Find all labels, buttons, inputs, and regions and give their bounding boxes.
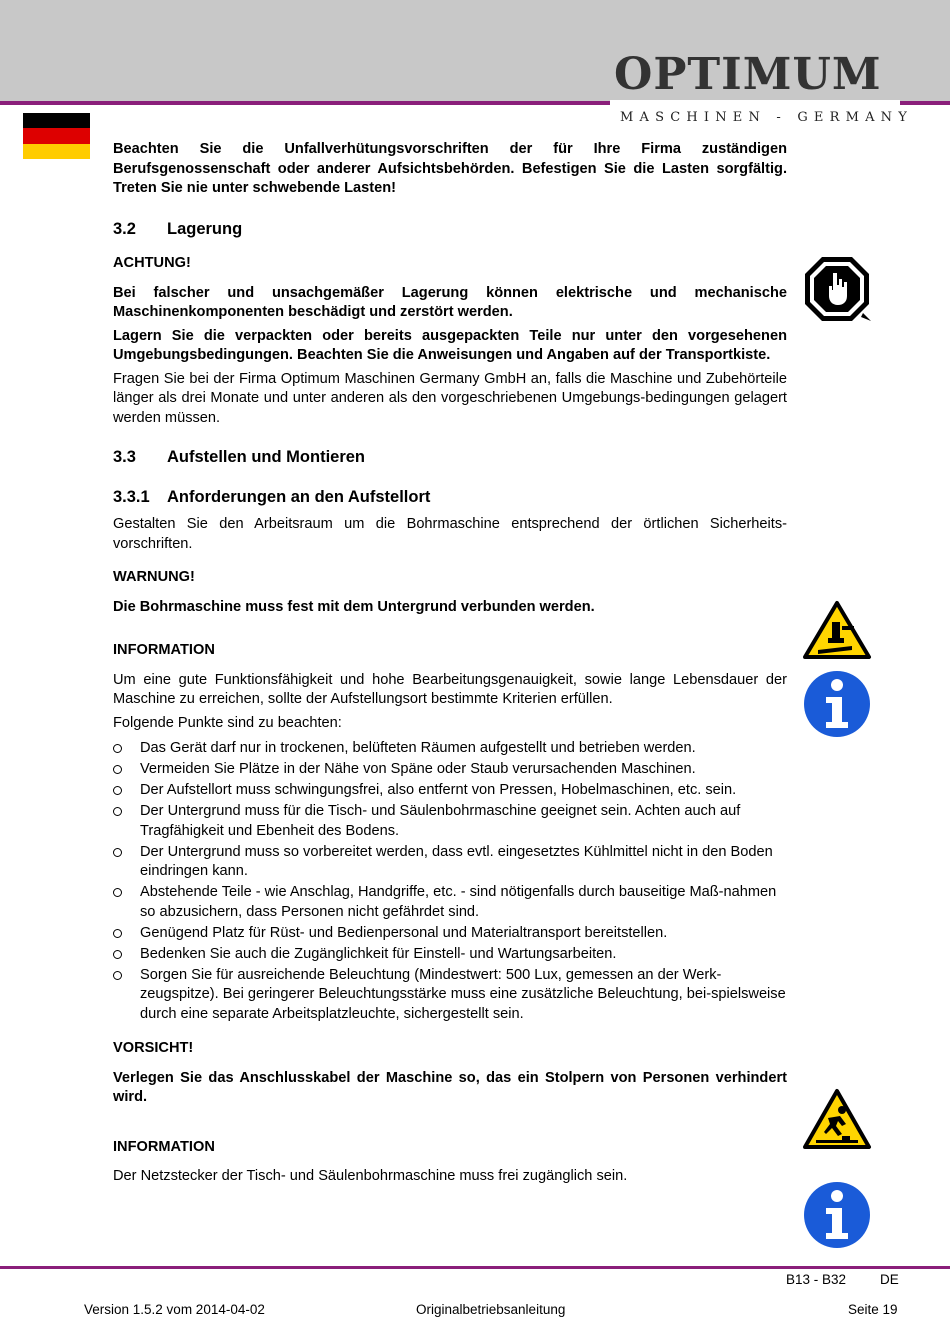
warnung-label: WARNUNG! [113,569,195,585]
bullet-icon [113,807,122,816]
warnung-text: Die Bohrmaschine muss fest mit dem Untergrund verbunden werden. [113,598,595,615]
section-3-3-1-heading: 3.3.1 Anforderungen an den Aufstellort [113,487,431,506]
stop-hand-icon [803,255,871,323]
section-3-2-heading: 3.2 Lagerung [113,219,243,238]
punkte-intro: Folgende Punkte sind zu beachten: [113,714,342,731]
list-item: Der Aufstellort muss schwingungsfrei, also entfernt von Pressen, Hobelmaschinen, etc. sein. [113,781,787,801]
aufstellort-text: Gestalten Sie den Arbeitsraum um die Bohrmaschine entsprechend der örtlichen Sicherheits-vorschriften. [113,516,787,552]
information-label-2: INFORMATION [113,1138,215,1155]
list-item: Vermeiden Sie Plätze in der Nähe von Späne oder Staub verursachenden Maschinen. [113,760,787,780]
brand-logo: OPTIMUM [614,49,882,100]
requirements-list [113,739,787,1024]
page-content [113,140,787,1187]
bullet-icon [113,888,122,897]
list-item: Der Untergrund muss so vorbereitet werden, dass evtl. eingesetztes Kühlmittel nicht in den Boden eindringen kann. [113,843,787,882]
trip-hazard-warning-icon [802,1088,872,1150]
intro-paragraph: Beachten Sie die Unfallverhütungsvorschriften der für Ihre Firma zuständigen Berufsgenossenschaft oder anderer Aufsichtsbehörden. Befestigen Sie die Lasten sorgfältig. Treten Sie nie unter schwebende Lasten! [113,141,787,196]
list-item: Das Gerät darf nur in trockenen, belüfteten Räumen aufgestellt und betrieben werden. [113,739,787,759]
information-icon [803,670,871,738]
information-text-1: Um eine gute Funktionsfähigkeit und hohe Bearbeitungsgenauigkeit, sowie lange Lebensdauer der Maschine zu erreichen, sollte der Aufstellungsort bestimmte Kriterien erfüllen. [113,671,787,707]
footer-page-number: Seite 19 [848,1302,898,1317]
bullet-icon [113,971,122,980]
bullet-icon [113,848,122,857]
list-item: Der Untergrund muss für die Tisch- und Säulenbohrmaschine geeignet sein. Achten auch auf Tragfähigkeit und Ebenheit des Bodens. [113,802,787,841]
footer-model: B13 - B32 [786,1272,847,1287]
vorsicht-text: Verlegen Sie das Anschlusskabel der Maschine so, das ein Stolpern von Personen verhindert wird. [113,1069,787,1105]
achtung-text-2: Lagern Sie die verpackten oder bereits ausgepackten Teile nur unter den vorgesehenen Umgebungsbedingungen. Beachten Sie die Anweisungen und Angaben auf der Transportkiste. [113,327,787,363]
brand-subtitle: MASCHINEN - GERMANY [620,110,914,125]
falling-load-warning-icon [802,600,872,660]
vorsicht-label: VORSICHT! [113,1040,194,1056]
list-item: Genügend Platz für Rüst- und Bedienpersonal und Materialtransport bereitstellen. [113,924,787,944]
bullet-icon [113,786,122,795]
bullet-icon [113,744,122,753]
footer-document-type: Originalbetriebsanleitung [416,1302,566,1317]
header-divider-gap [610,100,900,108]
bullet-icon [113,765,122,774]
bullet-icon [113,929,122,938]
information-label-1: INFORMATION [113,642,215,658]
achtung-text-1: Bei falscher und unsachgemäßer Lagerung können elektrische und mechanische Maschinenkomponenten beschädigt und zerstört werden. [113,284,787,320]
list-item: Abstehende Teile - wie Anschlag, Handgriffe, etc. - sind nötigenfalls durch bauseitige Maß-nahmen so abzusichern, dass Personen nicht gefährdet sind. [113,883,787,922]
list-item: Sorgen Sie für ausreichende Beleuchtung (Mindestwert: 500 Lux, gemessen an der Werk-zeugspitze). Bei geringerer Beleuchtungsstärke muss eine zusätzliche Beleuchtung, bei-spielsweise durch eine separate Arbeitsplatzleuchte, sichergestellt sein. [113,966,787,1025]
bullet-icon [113,950,122,959]
information-icon [803,1181,871,1249]
achtung-label: ACHTUNG! [113,255,191,271]
information-text-2: Der Netzstecker der Tisch- und Säulenbohrmaschine muss frei zugänglich sein. [113,1168,628,1184]
lagerung-text: Fragen Sie bei der Firma Optimum Maschinen Germany GmbH an, falls die Maschine und Zubehörteile länger als drei Monate und unter anderen als den vorgeschriebenen Umgebungs-bedingungen gelagert werden müssen. [113,370,787,426]
german-flag-icon [23,113,90,159]
footer-divider [0,1266,950,1269]
list-item: Bedenken Sie auch die Zugänglichkeit für Einstell- und Wartungsarbeiten. [113,945,787,965]
section-3-3-heading: 3.3 Aufstellen und Montieren [113,448,365,466]
footer-language: DE [880,1272,899,1287]
footer-version: Version 1.5.2 vom 2014-04-02 [84,1302,265,1317]
